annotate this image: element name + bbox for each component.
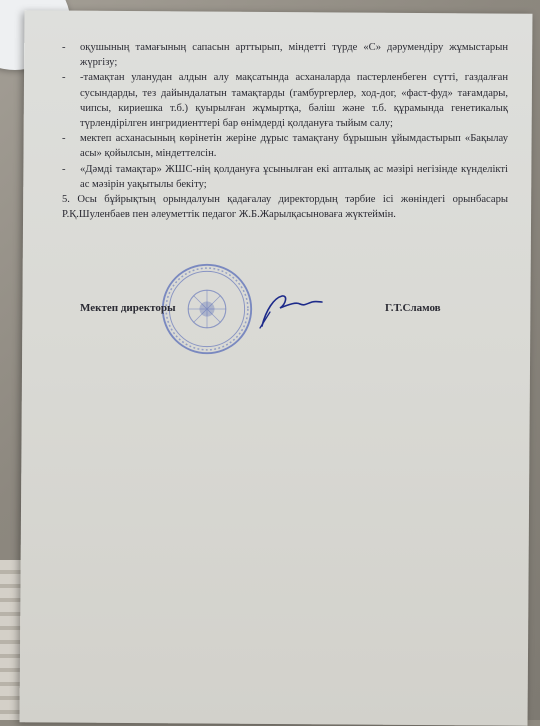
bullet-text: «Дәмді тамақтар» ЖШС-нің қолдануға ұсынылған екі апталық ас мәзірі негізінде күнделікті ас мәзірін уақытылы бекіту; <box>80 163 508 190</box>
bullet-item <box>62 162 508 192</box>
bullet-text: оқушының тамағының сапасын арттырып, міндетті түрде «С» дәрумендіру жұмыстарын жүргізу; <box>80 42 508 69</box>
bullet-item <box>62 70 508 131</box>
bullet-text: -тамақтан уланудан алдын алу мақсатында асханаларда пастерленбеген сүтті, газдалған сусындарды, тез дайындалатын тамақтарды (гамбургерлер, ход-дог, «фаст-фуд» тағамдары, чипсы, кириешка т.б.) қуырылған жұмыртқа, бәліш және т.б. құрамында генетикалық түрлендірілген ингридиенттері бар өнімдерді қолдануға тыйым салу; <box>80 72 508 130</box>
signer-role: Мектеп директоры <box>80 302 176 314</box>
bullet-marker: - <box>62 133 66 145</box>
bullet-item <box>62 40 508 70</box>
bullet-marker: - <box>62 72 66 84</box>
signer-name: Г.Т.Сламов <box>385 302 441 314</box>
paragraph-5: 5. Осы бұйрықтың орындалуын қадағалау директордың тәрбие ісі жөніндегі орынбасары Р.Қ.Шуленбаев пен әлеуметтік педагог Ж.Б.Жарылқасыноваға жүктеймін. <box>62 194 508 221</box>
bullet-text: мектеп асханасының көрінетін жеріне дұрыс тамақтану бұрышын ұйымдастырып «Бақылау асы» қойылсын, міндеттелсін. <box>80 133 508 160</box>
bullet-marker: - <box>62 42 66 53</box>
handwritten-signature <box>256 290 326 330</box>
document-body <box>62 40 508 222</box>
bullet-marker: - <box>62 163 66 175</box>
bullet-item <box>62 131 508 161</box>
